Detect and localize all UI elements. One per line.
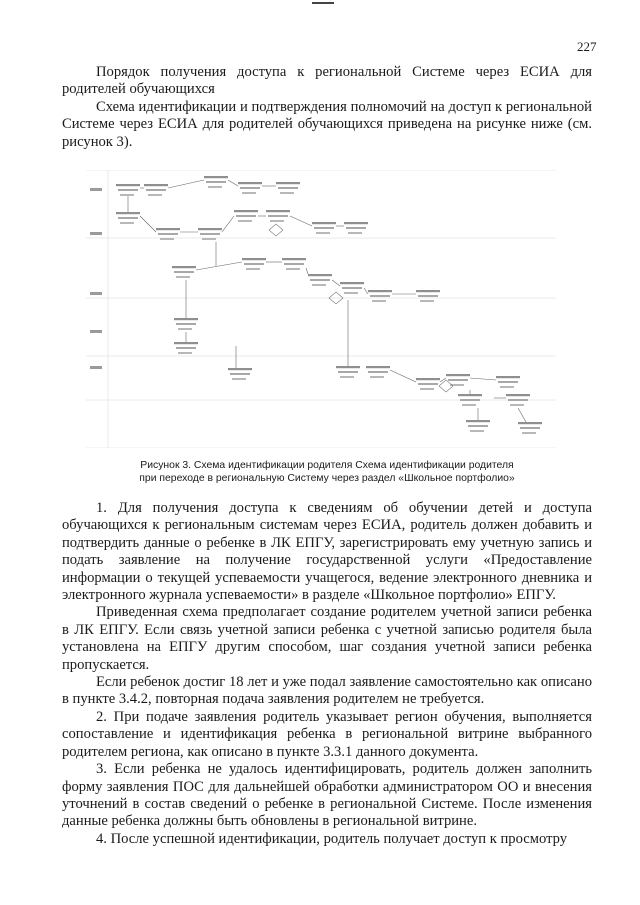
process-box xyxy=(518,422,542,424)
process-box xyxy=(308,274,332,276)
process-box xyxy=(510,404,524,406)
process-box xyxy=(158,233,178,235)
process-box xyxy=(460,399,480,401)
process-box xyxy=(462,404,476,406)
process-box xyxy=(312,284,326,286)
lane-label xyxy=(90,188,102,191)
body-paragraph: Если ребенок достиг 18 лет и уже подал заявление самостоятельно как описано в пункте 3.4.2, повторная подача заявления родителем не требуется. xyxy=(62,674,592,708)
body-paragraph: Приведенная схема предполагает создание родителем учетной записи ребенка в ЛК ЕПГУ. Если связь учетной записи ребенка с учетной записью родителя была установлена на ЕПГУ другим способом, шаг создания учетной записи ребенка пропускается. xyxy=(62,604,592,673)
connector-line xyxy=(196,262,242,270)
process-box xyxy=(174,271,194,273)
process-box xyxy=(342,287,362,289)
connector-line xyxy=(168,180,204,188)
process-box xyxy=(370,376,384,378)
process-box xyxy=(346,227,366,229)
process-box xyxy=(120,222,134,224)
process-box xyxy=(278,187,298,189)
body-paragraph: 2. При подаче заявления родитель указывает регион обучения, выполняется сопоставление и идентификация ребенка в региональной витрине выбранного родителем региона, как описано в пункте 3.3.1 данного документа. xyxy=(62,708,592,760)
process-box xyxy=(468,425,488,427)
lane-label xyxy=(90,366,102,369)
process-box xyxy=(156,228,180,230)
connector-line xyxy=(306,268,308,274)
process-box xyxy=(120,194,134,196)
process-box xyxy=(418,295,438,297)
process-box xyxy=(172,266,196,268)
process-box xyxy=(522,432,536,434)
intro-section xyxy=(62,64,592,151)
process-box xyxy=(448,379,468,381)
process-box xyxy=(178,352,192,354)
process-box xyxy=(160,238,174,240)
process-box xyxy=(236,215,256,217)
body-paragraph: 4. После успешной идентификации, родитель получает доступ к просмотру xyxy=(96,830,568,847)
process-box xyxy=(314,227,334,229)
process-box xyxy=(336,366,360,368)
process-box xyxy=(340,376,354,378)
process-box xyxy=(498,381,518,383)
process-box xyxy=(344,222,368,224)
process-box xyxy=(416,290,440,292)
process-box xyxy=(508,399,528,401)
process-box xyxy=(174,318,198,320)
process-box xyxy=(284,263,304,265)
process-box xyxy=(146,189,166,191)
process-box xyxy=(116,212,140,214)
connector-line xyxy=(470,378,496,380)
process-box xyxy=(176,276,190,278)
process-box xyxy=(242,258,266,260)
process-box xyxy=(246,268,260,270)
process-box xyxy=(178,328,192,330)
flowchart-diagram xyxy=(86,170,556,448)
process-box xyxy=(244,263,264,265)
section-heading: Порядок получения доступа к региональной Системе через ЕСИА для родителей обучающихся xyxy=(62,64,592,98)
intro-paragraph: Схема идентификации и подтверждения полномочий на доступ к региональной Системе через ЕСИА для родителей обучающихся приведена на рисунке ниже (см. рисунок 3). xyxy=(62,98,592,150)
process-box xyxy=(208,186,222,188)
process-box xyxy=(266,210,290,212)
process-box xyxy=(270,220,284,222)
process-box xyxy=(520,427,540,429)
connector-line xyxy=(364,288,368,294)
process-box xyxy=(200,233,220,235)
process-box xyxy=(118,217,138,219)
process-box xyxy=(238,220,252,222)
scan-artifact xyxy=(312,2,334,4)
process-box xyxy=(204,176,228,178)
process-box xyxy=(242,192,256,194)
process-box xyxy=(234,210,258,212)
identification-scheme-figure xyxy=(86,170,556,448)
process-box xyxy=(458,394,482,396)
process-box xyxy=(370,295,390,297)
process-box xyxy=(116,184,140,186)
process-box xyxy=(366,366,390,368)
process-box xyxy=(268,215,288,217)
process-box xyxy=(368,290,392,292)
process-box xyxy=(506,394,530,396)
process-box xyxy=(238,182,262,184)
connector-line xyxy=(228,180,238,186)
process-box xyxy=(276,182,300,184)
figure-caption xyxy=(62,459,592,485)
process-box xyxy=(148,194,162,196)
process-box xyxy=(230,373,250,375)
decision-diamond xyxy=(269,224,283,236)
connector-line xyxy=(390,370,416,382)
process-box xyxy=(466,420,490,422)
process-box xyxy=(174,342,198,344)
lane-label xyxy=(90,330,102,333)
process-box xyxy=(420,388,434,390)
process-box xyxy=(206,181,226,183)
process-box xyxy=(344,292,358,294)
process-box xyxy=(496,376,520,378)
body-paragraph: 1. Для получения доступа к сведениям об обучении детей и доступа обучающихся к региональным системам через ЕСИА, родитель должен добавить и подтвердить данные о ребенке в ЛК ЕПГУ, зарегистрировать ему учетную запись и подать заявление на получение государственной услуги «Предоставление информации о текущей успеваемости учащегося, ведение электронного дневника и электронного журнала успеваемости» в разделе «Школьное портфолио» ЕПГУ. xyxy=(62,500,592,604)
process-box xyxy=(416,378,440,380)
process-box xyxy=(470,430,484,432)
figure-caption-line-2: при переходе в региональную Систему через раздел «Школьное портфолио» xyxy=(139,473,515,484)
connector-line xyxy=(222,216,234,232)
process-box xyxy=(340,282,364,284)
connector-line xyxy=(140,216,156,232)
process-box xyxy=(420,300,434,302)
process-box xyxy=(232,378,246,380)
process-box xyxy=(316,232,330,234)
process-box xyxy=(228,368,252,370)
process-box xyxy=(282,258,306,260)
connector-line xyxy=(332,280,340,286)
process-box xyxy=(144,184,168,186)
process-box xyxy=(368,371,388,373)
figure-caption-line-1: Рисунок 3. Схема идентификации родителя Схема идентификации родителя xyxy=(140,460,514,471)
lane-label xyxy=(90,232,102,235)
process-box xyxy=(338,371,358,373)
page-number: 227 xyxy=(577,39,597,54)
process-box xyxy=(500,386,514,388)
process-box xyxy=(280,192,294,194)
process-box xyxy=(286,268,300,270)
connector-line xyxy=(518,408,526,422)
process-box xyxy=(348,232,362,234)
process-box xyxy=(372,300,386,302)
connector-line xyxy=(290,216,312,226)
process-box xyxy=(198,228,222,230)
process-box xyxy=(312,222,336,224)
process-box xyxy=(118,189,138,191)
connector-line xyxy=(440,378,446,382)
process-box xyxy=(176,347,196,349)
lane-label xyxy=(90,292,102,295)
process-box xyxy=(202,238,216,240)
body-paragraph: 3. Если ребенка не удалось идентифицировать, родитель должен заполнить форму заявления ПОС для дальнейшей обработки администратором ОО и внесения уточнений в состав сведений о ребенке в региональной Системе. После изменения данные ребенка должны быть обновлены в региональной витрине. xyxy=(62,761,592,830)
body-text xyxy=(62,500,592,848)
process-box xyxy=(418,383,438,385)
process-box xyxy=(240,187,260,189)
process-box xyxy=(176,323,196,325)
process-box xyxy=(310,279,330,281)
process-box xyxy=(446,374,470,376)
